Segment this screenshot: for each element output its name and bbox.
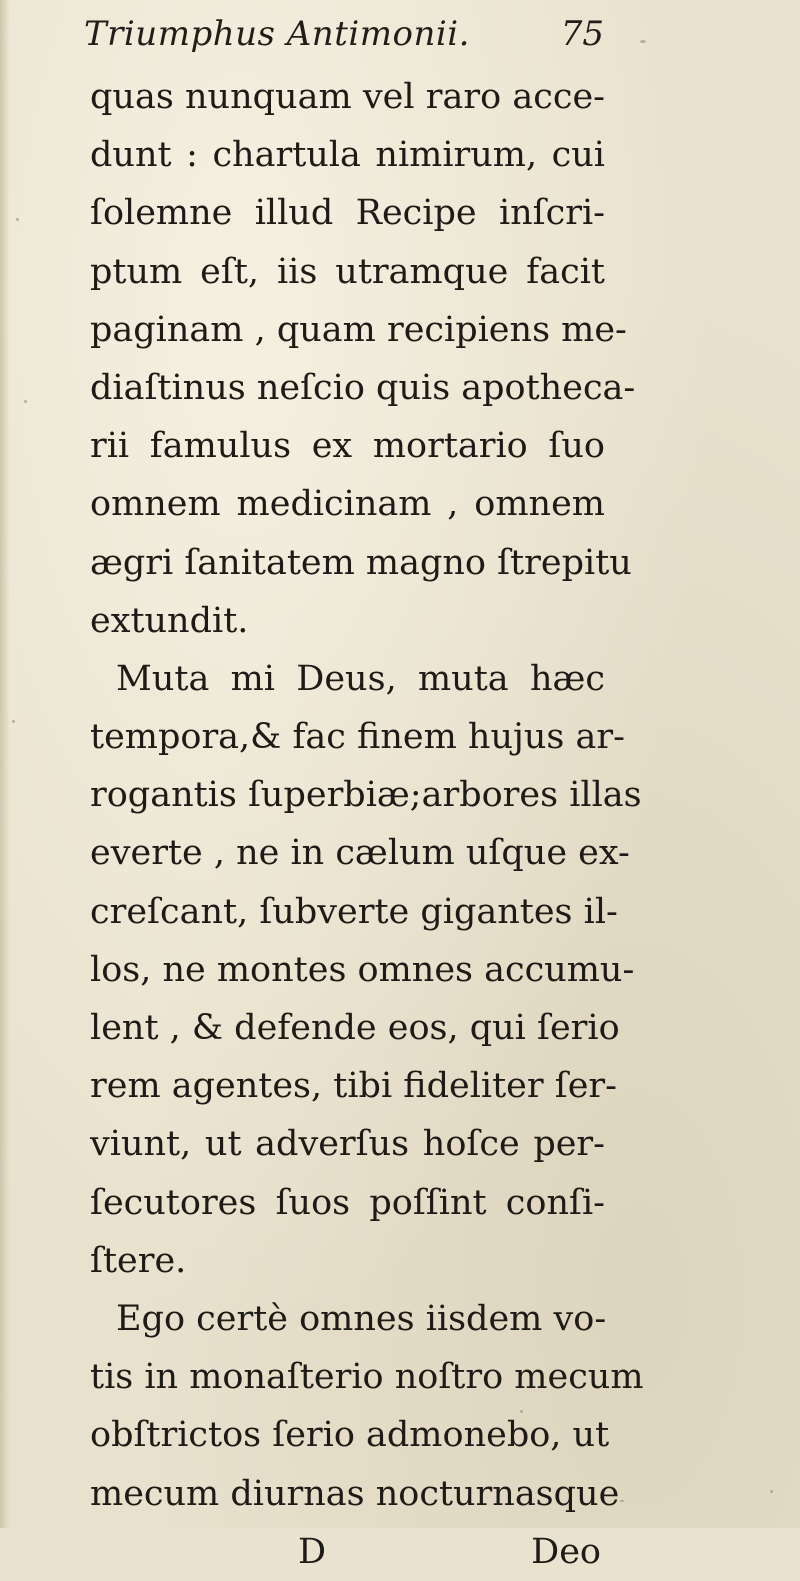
text-line: viunt, ut adverſus hoſce per- xyxy=(90,1124,605,1165)
text-line: quas nunquam vel raro acce- xyxy=(90,77,605,117)
text-line: ſolemne illud Recipe inſcri- xyxy=(90,193,605,234)
running-title: Triumphus Antimonii. xyxy=(84,14,470,54)
text-line: rem agentes, tibi fideliter ſer- xyxy=(90,1066,617,1107)
text-line: tis in monaſterio noſtro mecum xyxy=(90,1357,644,1398)
paper-speck xyxy=(640,40,646,43)
text-line: lent , & defende eos, qui ſerio xyxy=(90,1008,620,1048)
catchword: Deo xyxy=(531,1531,601,1572)
paper-speck xyxy=(24,400,27,403)
running-head xyxy=(84,14,604,64)
text-line: tempora,& fac finem hujus ar- xyxy=(90,717,625,758)
text-line: Ego certè omnes iisdem vo- xyxy=(116,1298,607,1339)
page-number: 75 xyxy=(560,14,604,54)
text-line: ſecutores ſuos poſſint conſi- xyxy=(90,1182,605,1223)
text-line: los, ne montes omnes accumu- xyxy=(90,949,635,990)
page-gutter-shadow xyxy=(0,0,10,1528)
text-line: everte , ne in cælum uſque ex- xyxy=(90,833,630,874)
body-text xyxy=(90,68,644,1581)
text-line: Muta mi Deus, muta hæc xyxy=(116,658,605,699)
text-line: creſcant, ſubverte gigantes il- xyxy=(90,891,618,932)
paper-speck xyxy=(16,218,19,221)
paper-speck xyxy=(12,720,15,723)
text-line: obſtrictos ſerio admonebo, ut xyxy=(90,1415,610,1456)
text-line: paginam , quam recipiens me- xyxy=(90,309,627,350)
text-line: ſtere. xyxy=(90,1240,187,1281)
text-line: ægri ſanitatem magno ſtrepitu xyxy=(90,542,632,583)
text-line: ptum eſt, iis utramque facit xyxy=(90,251,605,292)
text-line: rogantis ſuperbiæ;arbores illas xyxy=(90,775,642,816)
text-line: omnem medicinam , omnem xyxy=(90,484,605,525)
page-footer xyxy=(90,1523,605,1581)
paper-speck xyxy=(520,1410,523,1413)
text-line: extundit. xyxy=(90,600,249,641)
text-line: mecum diurnas nocturnasque xyxy=(90,1473,620,1514)
text-line: diaſtinus neſcio quis apotheca- xyxy=(90,367,636,408)
text-line: rii famulus ex mortario ſuo xyxy=(90,426,605,467)
text-line: dunt : chartula nimirum, cui xyxy=(90,135,605,176)
paper-speck xyxy=(770,1490,773,1493)
paper-speck xyxy=(620,1500,624,1502)
signature-mark: D xyxy=(298,1531,327,1572)
